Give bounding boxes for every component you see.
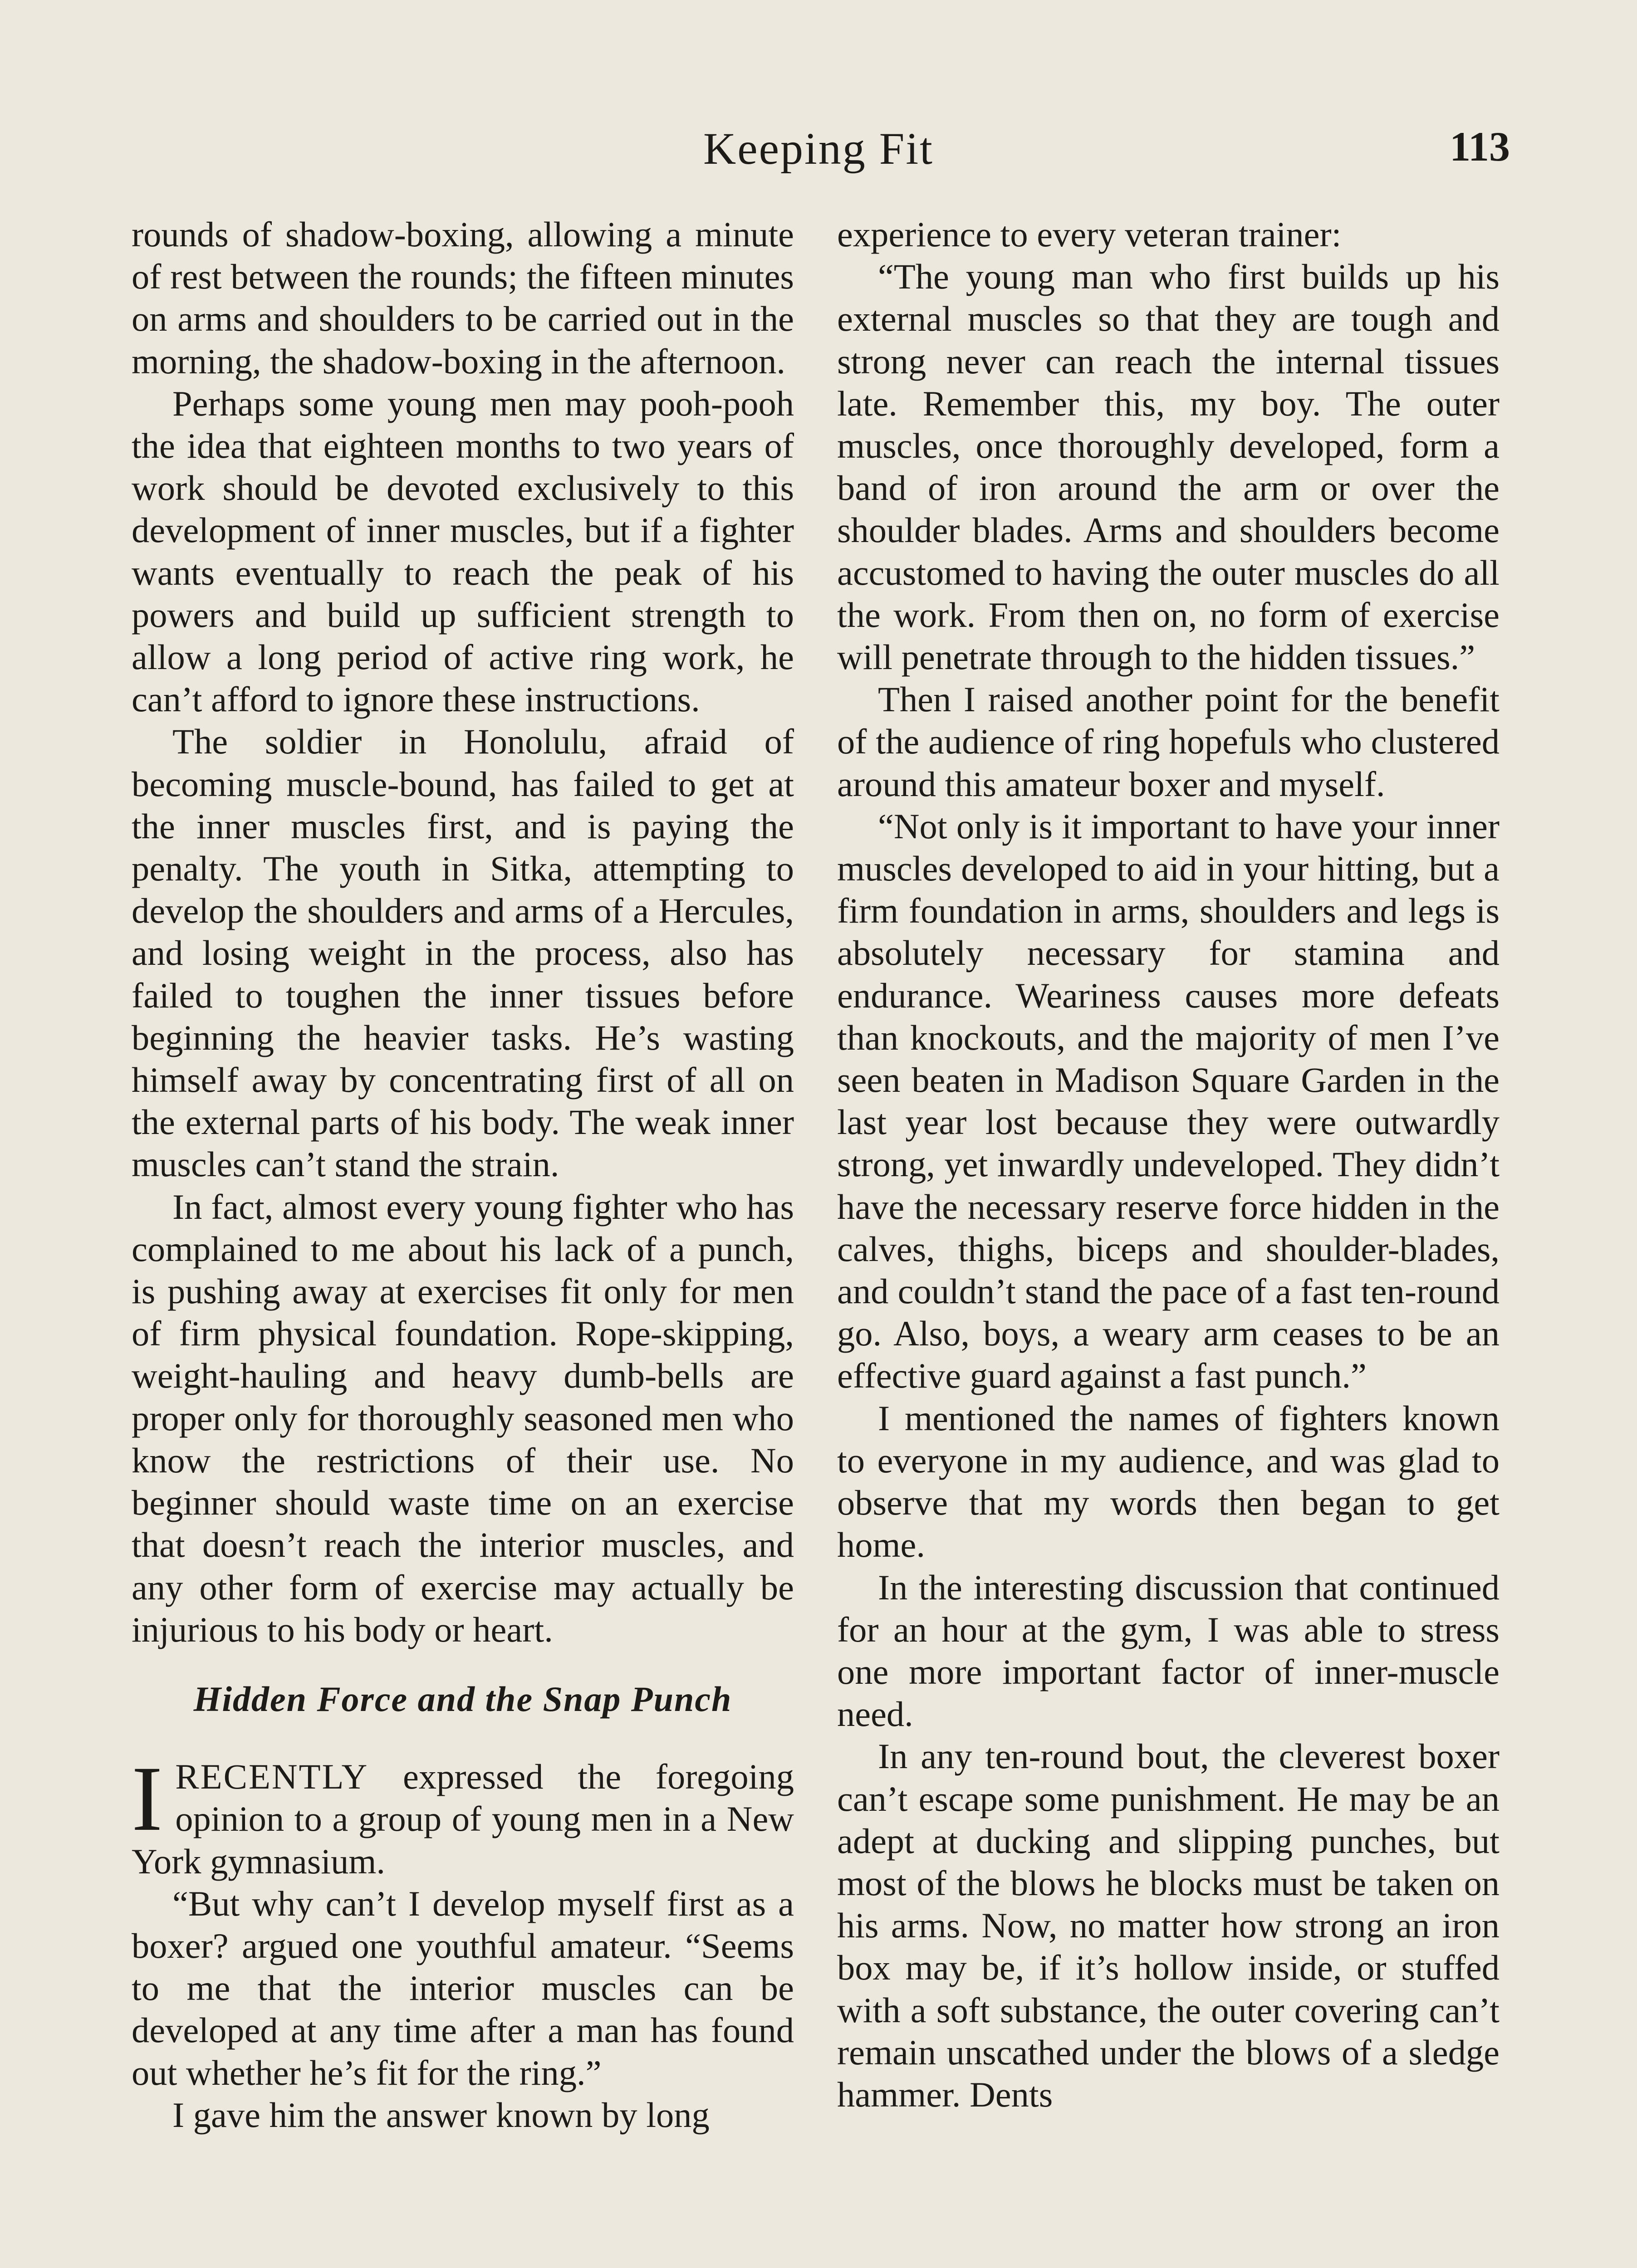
paragraph: rounds of shadow-boxing, allowing a minute of rest between the rounds; the fifteen minutes on arms and shoulders to be carried out in the morning, the shadow-boxing in the afternoon. (132, 215, 794, 381)
paragraph: Then I raised another point for the benefit of the audience of ring hopefuls who clustered around this amateur boxer and myself. (837, 679, 1500, 804)
page-header (0, 113, 1637, 177)
page-number: 113 (1450, 123, 1510, 170)
paragraph: In any ten-round bout, the cleverest boxer can’t escape some punishment. He may be an adept at ducking and slipping punches, but most of the blows he blocks must be taken on his arms. Now, no matter how strong an iron box may be, if it’s hollow inside, or stuffed with a soft substance, the outer covering can’t remain unscathed under the blows of a sledge hammer. Dents (837, 1736, 1500, 2114)
paragraph-text: expressed the foregoing opinion to a group of young men in a New York gymnasium. (132, 1757, 794, 1881)
right-column (837, 213, 1500, 2116)
paragraph: I gave him the answer known by long (172, 2095, 710, 2135)
paragraph: In the interesting discussion that continued for an hour at the gym, I was able to stress one more important factor of inner-muscle need. (837, 1567, 1500, 1734)
paragraph: “Not only is it important to have your inner muscles developed to aid in your hitting, but a firm foundation in arms, shoulders and legs is absolutely necessary for stamina and endurance. Weariness causes more defeats than knockouts, and the majority of men I’ve seen beaten in Madison Square Garden in the last year lost because they were outwardly strong, yet inwardly undeveloped. They didn’t have the necessary reserve force hidden in the calves, thighs, biceps and shoulder-blades, and couldn’t stand the pace of a fast ten-round go. Also, boys, a weary arm ceases to be an effective guard against a fast punch.” (837, 806, 1500, 1396)
left-column (132, 213, 794, 2136)
lead-caps: RECENTLY (175, 1757, 369, 1797)
paragraph: The soldier in Honolulu, afraid of becoming muscle-bound, has failed to get at the inner muscles first, and is paying the penalty. The youth in Sitka, attempting to develop the shoulders and arms of a Hercules, and losing weight in the process, also has failed to toughen the inner tissues before beginning the heavier tasks. He’s wasting himself away by concentrating first of all on the external parts of his body. The weak inner muscles can’t stand the strain. (132, 722, 794, 1184)
paragraph: “But why can’t I develop myself first as a boxer? argued one youthful amateur. “Seems to me that the interior muscles can be developed at any time after a man has found out whether he’s fit for the ring.” (132, 1883, 794, 2092)
running-title: Keeping Fit (703, 123, 934, 174)
paragraph: experience to every veteran trainer: (837, 215, 1342, 254)
drop-cap: I (132, 1747, 163, 1851)
paragraph: In fact, almost every young fighter who has complained to me about his lack of a punch, is pushing away at exercises fit only for men of firm physical foundation. Rope-skipping, weight-hauling and heavy dumb-bells are proper only for thoroughly seasoned men who know the restrictions of their use. No beginner should waste time on an exercise that doesn’t reach the interior muscles, and any other form of exercise may actually be injurious to his body or heart. (132, 1187, 794, 1649)
paragraph: “The young man who first builds up his external muscles so that they are tough and strong never can reach the internal tissues late. Remember this, my boy. The outer muscles, once thoroughly developed, form a band of iron around the arm or over the shoulder blades. Arms and shoulders become accustomed to having the outer muscles do all the work. From then on, no form of exercise will penetrate through to the hidden tissues.” (837, 257, 1500, 677)
paragraph: Perhaps some young men may pooh-pooh the idea that eighteen months to two years of work should be devoted exclusively to this development of inner muscles, but if a fighter wants eventually to reach the peak of his powers and build up sufficient strength to allow a long period of active ring work, he can’t afford to ignore these instructions. (132, 383, 794, 719)
section-heading: Hidden Force and the Snap Punch (193, 1679, 732, 1719)
paragraph: I mentioned the names of fighters known to everyone in my audience, and was glad to observe that my words then began to get home. (837, 1398, 1500, 1565)
paragraph-with-drop-cap (132, 1747, 794, 1882)
